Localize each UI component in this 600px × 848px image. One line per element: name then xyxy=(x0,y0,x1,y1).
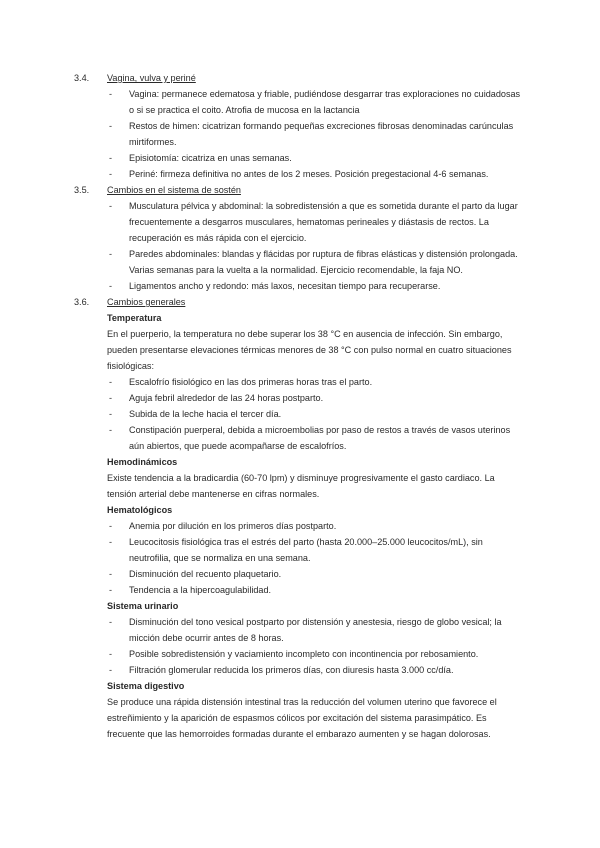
section-number: 3.5. xyxy=(74,185,90,195)
section-3-6-heading xyxy=(0,294,600,310)
bullet-dash: - xyxy=(109,169,113,179)
list-item-text: Anemia por dilución en los primeros días postparto. xyxy=(129,521,337,531)
bullet-dash: - xyxy=(109,281,113,291)
list-item xyxy=(0,534,600,566)
section-number: 3.4. xyxy=(74,73,90,83)
hematologicos-list xyxy=(0,518,600,598)
document-body xyxy=(0,70,600,742)
list-item-text: Vagina: permanece edematosa y friable, pudiéndose desgarrar tras exploraciones no cuidadosas o si se practica el coito. Atrofia de mucosa en la lactancia xyxy=(129,89,521,115)
list-item xyxy=(0,566,600,582)
section-title: Cambios en el sistema de sostén xyxy=(107,185,241,195)
list-item-text: Musculatura pélvica y abdominal: la sobredistensión a que es sometida durante el parto da lugar frecuentemente a desgarros musculares, hematomas perineales y diástasis de rectos. La recuperación es más rápida con el ejercicio. xyxy=(129,201,518,243)
list-item-text: Disminución del tono vesical postparto por distensión y anestesia, riesgo de globo vesical; la micción debe ocurrir antes de 8 horas. xyxy=(129,617,502,643)
bullet-dash: - xyxy=(109,409,113,419)
paragraph-digestivo: Se produce una rápida distensión intestinal tras la reducción del volumen uterino que favorece el estreñimiento y la aparición de espasmos cólicos por excitación del sistema parasimpático. Es frecuente que las hemorroides formadas durante el embarazo aumenten y se hagan dolorosas. xyxy=(107,697,497,739)
section-3-4-heading xyxy=(0,70,600,86)
list-item xyxy=(0,406,600,422)
list-item xyxy=(0,150,600,166)
bullet-dash: - xyxy=(109,89,113,99)
bullet-dash: - xyxy=(109,121,113,131)
bullet-dash: - xyxy=(109,569,113,579)
bullet-dash: - xyxy=(109,201,113,211)
list-item-text: Constipación puerperal, debida a microembolias por paso de restos a través de vasos uterinos aún abiertos, que puede acompañarse de escalofríos. xyxy=(129,425,511,451)
list-item-text: Subida de la leche hacia el tercer día. xyxy=(129,409,282,419)
list-item-text: Paredes abdominales: blandas y flácidas por ruptura de fibras elásticas y distensión prolongada. Varias semanas para la vuelta a la normalidad. Ejercicio recomendable, la faja NO. xyxy=(129,249,518,275)
section-number: 3.6. xyxy=(74,297,90,307)
bullet-dash: - xyxy=(109,537,113,547)
list-item xyxy=(0,278,600,294)
list-item-text: Ligamentos ancho y redondo: más laxos, necesitan tiempo para recuperarse. xyxy=(129,281,441,291)
list-item xyxy=(0,662,600,678)
list-item-text: Episiotomía: cicatriza en unas semanas. xyxy=(129,153,292,163)
list-item xyxy=(0,86,600,118)
subheading-temperatura: Temperatura xyxy=(107,313,162,323)
list-item-text: Tendencia a la hipercoagulabilidad. xyxy=(129,585,272,595)
paragraph-temperatura: En el puerperio, la temperatura no debe superar los 38 °C en ausencia de infección. Sin embargo, pueden presentarse elevaciones térmicas menores de 38 °C con pulso normal en cuatro situaciones fisiológicas: xyxy=(107,329,512,371)
subheading-hematologicos: Hematológicos xyxy=(107,505,173,515)
section-title: Vagina, vulva y periné xyxy=(107,73,196,83)
list-item xyxy=(0,166,600,182)
bullet-dash: - xyxy=(109,425,113,435)
list-item xyxy=(0,518,600,534)
list-item-text: Filtración glomerular reducida los primeros días, con diuresis hasta 3.000 cc/día. xyxy=(129,665,454,675)
bullet-dash: - xyxy=(109,617,113,627)
bullet-dash: - xyxy=(109,377,113,387)
list-item xyxy=(0,582,600,598)
list-item-text: Restos de himen: cicatrizan formando pequeñas excreciones fibrosas denominadas carúnculas mirtiformes. xyxy=(129,121,514,147)
bullet-dash: - xyxy=(109,521,113,531)
temperatura-list xyxy=(0,374,600,454)
list-item xyxy=(0,198,600,246)
list-item xyxy=(0,246,600,278)
list-item-text: Disminución del recuento plaquetario. xyxy=(129,569,282,579)
bullet-dash: - xyxy=(109,249,113,259)
section-3-4-list xyxy=(0,86,600,182)
urinario-list xyxy=(0,614,600,678)
bullet-dash: - xyxy=(109,649,113,659)
section-3-5-list xyxy=(0,198,600,294)
section-title: Cambios generales xyxy=(107,297,186,307)
bullet-dash: - xyxy=(109,393,113,403)
subheading-urinario: Sistema urinario xyxy=(107,601,179,611)
bullet-dash: - xyxy=(109,585,113,595)
section-3-5-heading xyxy=(0,182,600,198)
subheading-hemodinamicos: Hemodinámicos xyxy=(107,457,178,467)
list-item xyxy=(0,118,600,150)
list-item xyxy=(0,614,600,646)
list-item-text: Periné: firmeza definitiva no antes de los 2 meses. Posición pregestacional 4-6 semanas. xyxy=(129,169,489,179)
list-item-text: Leucocitosis fisiológica tras el estrés del parto (hasta 20.000–25.000 leucocitos/mL), sin neutrofilia, que se normaliza en una semana. xyxy=(129,537,483,563)
list-item xyxy=(0,390,600,406)
list-item xyxy=(0,422,600,454)
list-item-text: Escalofrío fisiológico en las dos primeras horas tras el parto. xyxy=(129,377,373,387)
list-item-text: Posible sobredistensión y vaciamiento incompleto con incontinencia por rebosamiento. xyxy=(129,649,479,659)
list-item xyxy=(0,374,600,390)
list-item xyxy=(0,646,600,662)
bullet-dash: - xyxy=(109,153,113,163)
bullet-dash: - xyxy=(109,665,113,675)
subheading-digestivo: Sistema digestivo xyxy=(107,681,185,691)
list-item-text: Aguja febril alrededor de las 24 horas postparto. xyxy=(129,393,324,403)
paragraph-hemodinamicos: Existe tendencia a la bradicardia (60-70 lpm) y disminuye progresivamente el gasto cardiaco. La tensión arterial debe mantenerse en cifras normales. xyxy=(107,473,495,499)
